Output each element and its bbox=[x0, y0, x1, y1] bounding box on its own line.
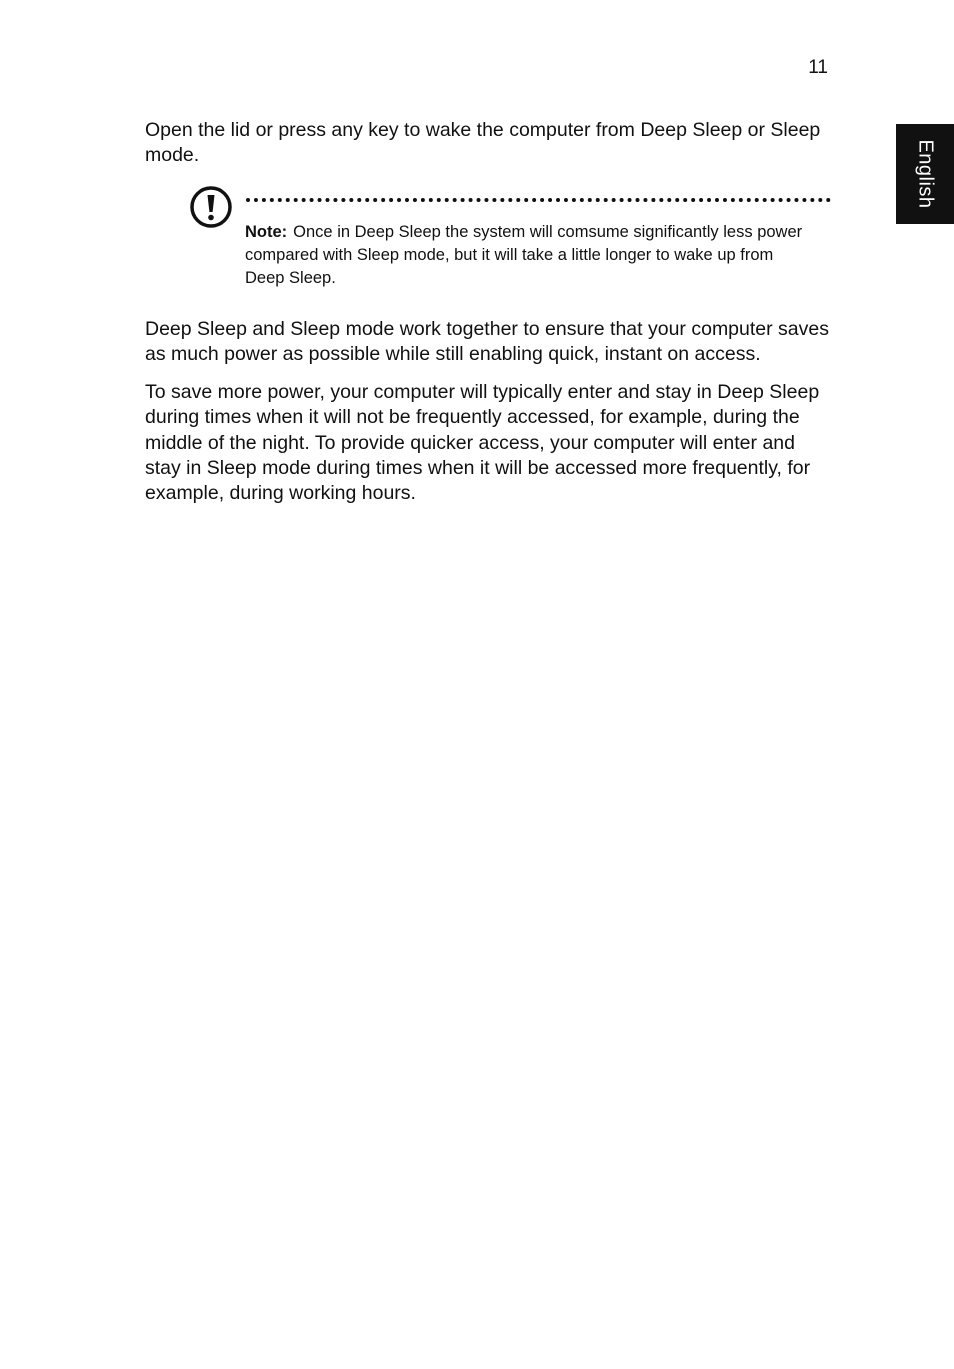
language-tab bbox=[896, 124, 954, 224]
intro-paragraph: Open the lid or press any key to wake the computer from Deep Sleep or Sleep mode. bbox=[145, 119, 821, 167]
page-number: 11 bbox=[808, 57, 828, 78]
save-power-paragraph: To save more power, your computer will typically enter and stay in Deep Sleep during times when it will not be frequently accessed, for example, during the middle of the night. To provide quicker access, your computer will enter and stay in Sleep mode during times when it will be accessed more frequently, for example, during working hours. bbox=[145, 381, 820, 505]
together-paragraph: Deep Sleep and Sleep mode work together to ensure that your computer saves as much power as possible while still enabling quick, instant on access. bbox=[145, 317, 829, 365]
note-block bbox=[189, 185, 835, 317]
language-tab-label: English bbox=[914, 139, 937, 209]
page-content bbox=[145, 118, 835, 507]
note-body: Once in Deep Sleep the system will comsume significantly less power compared with Sleep mode, but it will take a little longer to wake up from Deep Sleep. bbox=[245, 222, 803, 287]
note-label: Note: bbox=[245, 222, 288, 241]
note-divider bbox=[246, 198, 831, 202]
note-text bbox=[245, 221, 805, 290]
exclamation-icon bbox=[189, 185, 233, 229]
